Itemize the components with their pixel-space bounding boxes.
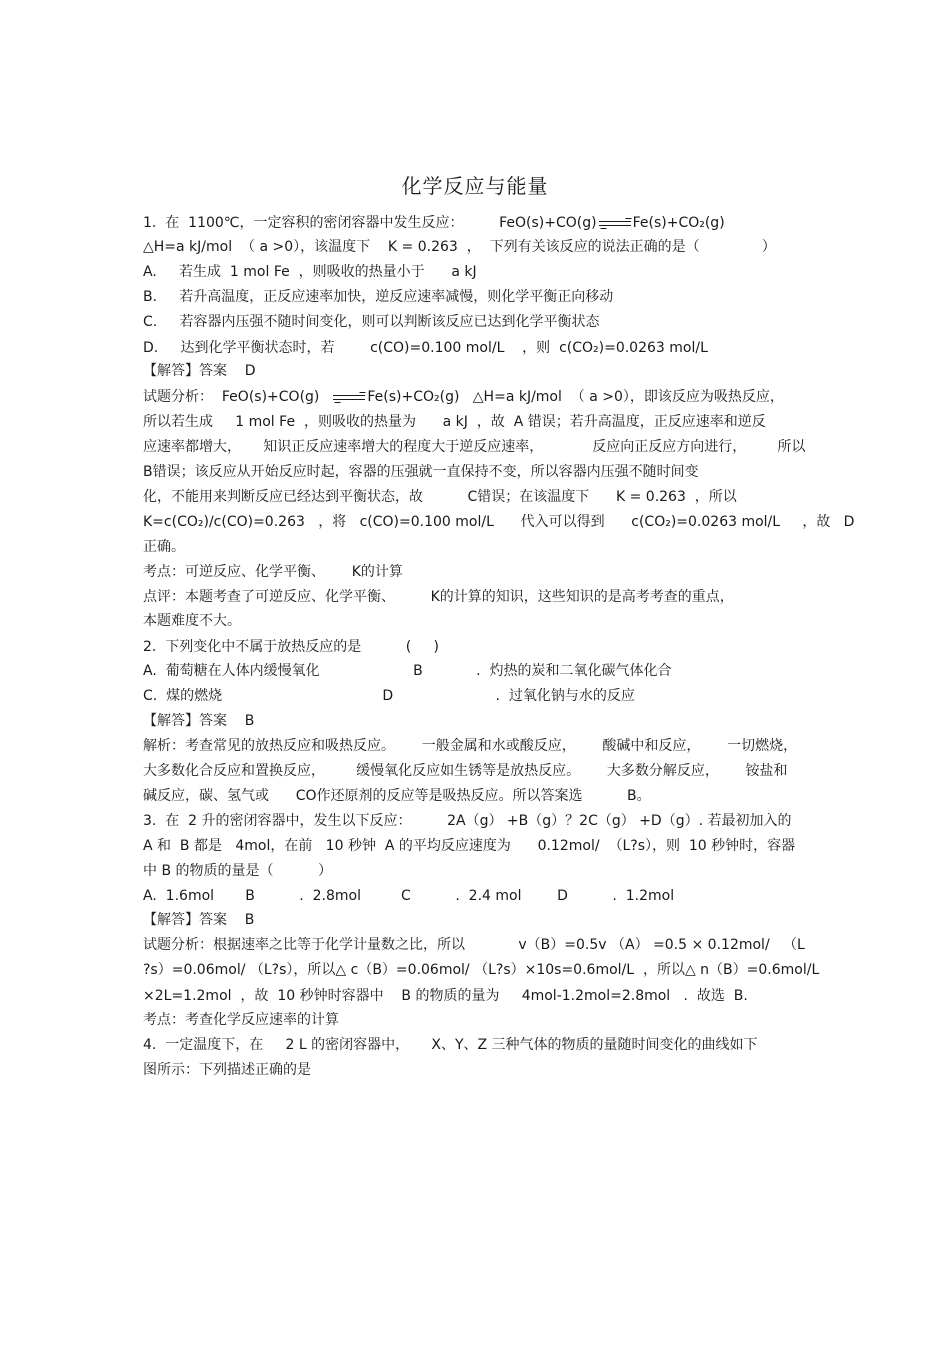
q1-analysis-part-a: 试题分析： FeO(s)+CO(g) [143,389,320,405]
q1-analysis-part-b: Fe(s)+CO₂(g) △H=a kJ/mol （ a >0），即该反应为吸热反应， [367,389,784,405]
q4-stem-line-1: 4. 一定温度下，在 2 L 的密闭容器中， X、Y、Z 三种气体的物质的量随时间变化的曲线如下 [143,1037,758,1053]
q1-option-b: B. 若升高温度，正反应速率加快，逆反应速率减慢，则化学平衡正向移动 [143,289,614,305]
q3-stem-line-1: 3. 在 2 升的密闭容器中，发生以下反应： 2A（g） +B（g）？2C（g） +D（g）. 若最初加入的 [143,813,792,829]
q1-answer: 【解答】答案 D [143,363,256,379]
document-title: 化学反应与能量 [401,174,549,198]
q2-answer: 【解答】答案 B [143,713,255,729]
q1-kaodian: 考点：可逆反应、化学平衡、 K的计算 [143,564,403,580]
q1-option-a: A. 若生成 1 mol Fe ，则吸收的热量小于 a kJ [143,264,477,280]
q3-options: A. 1.6mol B . 2.8mol C . 2.4 mol D . 1.2mol [143,888,675,904]
q1-dianping-line-1: 点评：本题考查了可逆反应、化学平衡、 K的计算的知识，这些知识的是高考考查的重点， [143,589,734,605]
q3-analysis-line-1: 试题分析：根据速率之比等于化学计量数之比，所以 v（B）=0.5v （A） =0.5 × 0.12mol/ （L [143,937,805,953]
q3-answer: 【解答】答案 B [143,912,255,928]
q1-stem-part-b: Fe(s)+CO₂(g) [632,215,725,231]
q1-option-d: D. 达到化学平衡状态时，若 c(CO)=0.100 mol/L ，则 c(CO₂)=0.0263 mol/L [143,340,708,356]
q1-analysis-line-1 [143,386,784,408]
q1-dianping-line-2: 本题难度不大。 [143,613,241,629]
q1-stem-line-2: △H=a kJ/mol （ a >0），该温度下 K = 0.263 ， 下列有关该反应的说法正确的是（ ） [143,239,776,255]
equilibrium-arrow-icon [333,392,365,402]
q2-analysis-line-3: 碱反应，碳、氢气或 CO作还原剂的反应等是吸热反应。所以答案选 B。 [143,788,651,804]
q1-option-c: C. 若容器内压强不随时间变化，则可以判断该反应已达到化学平衡状态 [143,314,600,330]
q1-stem-part-a: 1. 在 1100℃，一定容积的密闭容器中发生反应： FeO(s)+CO(g) [143,215,597,231]
q1-analysis-line-7: 正确。 [143,539,185,555]
equilibrium-arrow-icon [599,218,631,228]
q3-stem-line-2: A 和 B 都是 4mol，在前 10 秒钟 A 的平均反应速度为 0.12mol/ （L?s），则 10 秒钟时，容器 [143,838,796,854]
q1-stem-line-1 [143,212,725,234]
q2-analysis-line-2: 大多数化合反应和置换反应， 缓慢氧化反应如生锈等是放热反应。 大多数分解反应， 铵盐和 [143,763,788,779]
q3-kaodian: 考点：考查化学反应速率的计算 [143,1012,339,1028]
q2-options-cd: C. 煤的燃烧 D . 过氧化钠与水的反应 [143,688,635,704]
q2-options-ab: A. 葡萄糖在人体内缓慢氧化 B . 灼热的炭和二氧化碳气体化合 [143,663,672,679]
q1-analysis-line-5: 化，不能用来判断反应已经达到平衡状态，故 C错误；在该温度下 K = 0.263 ，所以 [143,489,737,505]
q1-analysis-line-4: B错误；该反应从开始反应时起，容器的压强就一直保持不变，所以容器内压强不随时间变 [143,464,699,480]
q3-analysis-line-3: ×2L=1.2mol ，故 10 秒钟时容器中 B 的物质的量为 4mol-1.2mol=2.8mol . 故选 B. [143,988,748,1004]
q1-analysis-line-2: 所以若生成 1 mol Fe ，则吸收的热量为 a kJ ，故 A 错误；若升高温度，正反应速率和逆反 [143,414,766,430]
q3-analysis-line-2: ?s）=0.06mol/ （L?s），所以△ c（B）=0.06mol/ （L?s）×10s=0.6mol/L ，所以△ n（B）=0.6mol/L [143,962,820,978]
q4-stem-line-2: 图所示：下列描述正确的是 [143,1062,311,1078]
q2-analysis-line-1: 解析：考查常见的放热反应和吸热反应。 一般金属和水或酸反应， 酸碱中和反应， 一切燃烧， [143,738,798,754]
q1-analysis-line-6: K=c(CO₂)/c(CO)=0.263 ，将 c(CO)=0.100 mol/L 代入可以得到 c(CO₂)=0.0263 mol/L ，故 D [143,514,855,530]
q1-analysis-line-3: 应速率都增大， 知识正反应速率增大的程度大于逆反应速率， 反应向正反应方向进行， 所以 [143,439,806,455]
q3-stem-line-3: 中 B 的物质的量是（ ） [143,863,333,879]
q2-stem: 2. 下列变化中不属于放热反应的是 ( ) [143,639,439,655]
